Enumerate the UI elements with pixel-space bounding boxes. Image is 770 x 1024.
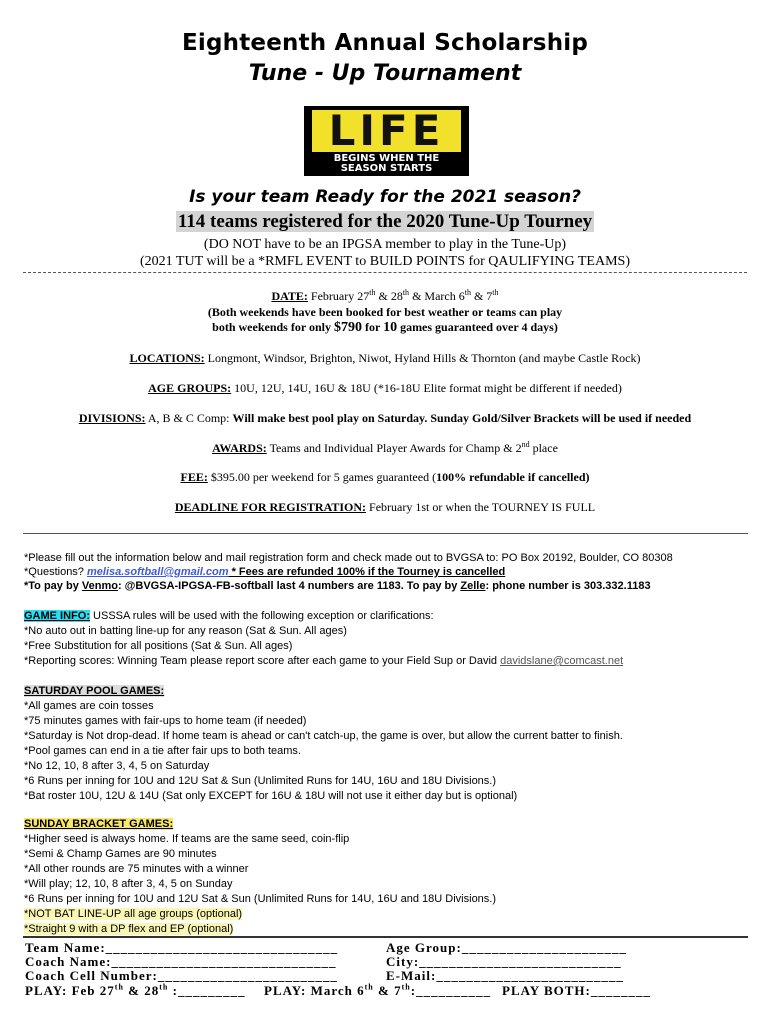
sunday-item: *Higher seed is always home. If teams are the same seed, coin-flip (24, 833, 350, 845)
payment-line: *To pay by Venmo: @BVGSA-IPGSA-FB-softball last 4 numbers are 1183. To pay by Zelle: phone number is 303.332.1183 (24, 580, 651, 592)
divisions-line: DIVISIONS: A, B & C Comp: Will make best pool play on Saturday. Sunday Gold/Silver Brackets will be used if needed (78, 411, 692, 425)
date-line: DATE: February 27th & 28th & March 6th & 7th (271, 288, 499, 303)
age-groups-line: AGE GROUPS: 10U, 12U, 14U, 16U & 18U (*16-18U Elite format might be different if needed) (148, 381, 622, 395)
play-both-field[interactable]: PLAY BOTH:________ (502, 983, 651, 998)
dashed-divider (23, 272, 747, 273)
rmfl-note: (2021 TUT will be a *RMFL EVENT to BUILD POINTS for QAULIFYING TEAMS) (140, 254, 630, 269)
page-subtitle: Tune - Up Tournament (248, 61, 522, 86)
saturday-item: *6 Runs per inning for 10U and 12U Sat & Sun (Unlimited Runs for 14U, 16U and 18U Divisions.) (24, 775, 497, 787)
sunday-item: *NOT BAT LINE-UP all age groups (optional) (24, 908, 243, 920)
team-name-field[interactable]: Team Name:_______________________________ (25, 940, 339, 955)
saturday-item: *No 12, 10, 8 after 3, 4, 5 on Saturday (24, 760, 210, 772)
teams-registered: 114 teams registered for the 2020 Tune-Up Tourney (177, 211, 593, 232)
logo-tagline-1: BEGINS WHEN THE (333, 153, 440, 164)
saturday-heading: SATURDAY POOL GAMES: (24, 685, 165, 697)
saturday-item: *75 minutes games with fair-ups to home team (if needed) (24, 715, 307, 727)
section-divider (23, 533, 748, 534)
play-feb-field[interactable]: PLAY: Feb 27th & 28th :_________ (25, 982, 246, 998)
sunday-item: *All other rounds are 75 minutes with a winner (24, 863, 249, 875)
mailing-instructions: *Please fill out the information below and mail registration form and check made out to BVGSA to: PO Box 20192, Boulder, CO 80308 (24, 552, 673, 564)
logo-life-text: LIFE (312, 110, 461, 152)
email-field[interactable]: E-Mail:_________________________ (386, 968, 624, 983)
sunday-item: *6 Runs per inning for 10U and 12U Sat & Sun (Unlimited Runs for 14U, 16U and 18U Divisions.) (24, 893, 497, 905)
game-info-item: *No auto out in batting line-up for any reason (Sat & Sun. All ages) (24, 625, 347, 637)
coach-name-field[interactable]: Coach Name:______________________________ (25, 954, 337, 969)
saturday-item: *Saturday is Not drop-dead. If home team is ahead or can't catch-up, the game is over, but allow the current batter to finish. (24, 730, 623, 742)
game-info-intro: GAME INFO: USSSA rules will be used with the following exception or clarifications: (24, 610, 434, 622)
booked-note-1: (Both weekends have been booked for best weather or teams can play (207, 305, 563, 319)
city-field[interactable]: City:___________________________ (386, 954, 622, 969)
play-march-field[interactable]: PLAY: March 6th & 7th:__________ (264, 982, 492, 998)
deadline-line: DEADLINE FOR REGISTRATION: February 1st or when the TOURNEY IS FULL (174, 500, 596, 514)
season-question: Is your team Ready for the 2021 season? (189, 187, 581, 207)
booked-note-2: both weekends for only $790 for 10 games guaranteed over 4 days) (212, 320, 558, 335)
coach-cell-field[interactable]: Coach Cell Number:________________________ (25, 968, 338, 983)
contact-email-link[interactable]: melisa.softball@gmail.com (86, 566, 229, 578)
form-divider (23, 936, 748, 938)
sunday-heading: SUNDAY BRACKET GAMES: (24, 818, 174, 830)
sunday-item: *Straight 9 with a DP flex and EP (optional) (24, 923, 234, 935)
saturday-item: *All games are coin tosses (24, 700, 154, 712)
page-title: Eighteenth Annual Scholarship (181, 30, 589, 56)
sunday-item: *Semi & Champ Games are 90 minutes (24, 848, 217, 860)
saturday-item: *Pool games can end in a tie after fair ups to both teams. (24, 745, 301, 757)
game-info-label: GAME INFO: (24, 610, 90, 622)
life-logo (304, 106, 469, 176)
awards-line: AWARDS: Teams and Individual Player Awards for Champ & 2nd place (212, 440, 558, 455)
membership-note: (DO NOT have to be an IPGSA member to play in the Tune-Up) (203, 237, 567, 252)
sunday-item: *Will play; 12, 10, 8 after 3, 4, 5 on Sunday (24, 878, 233, 890)
reporting-line: *Reporting scores: Winning Team please report score after each game to your Field Sup or David davidslane@comcast.net (24, 655, 624, 667)
logo-tagline-2: SEASON STARTS (340, 163, 433, 174)
report-email-link[interactable]: davidslane@comcast.net (500, 655, 624, 667)
fee-line: FEE: $395.00 per weekend for 5 games guaranteed (100% refundable if cancelled) (180, 470, 590, 484)
questions-line: *Questions? melisa.softball@gmail.com * Fees are refunded 100% if the Tourney is cancelled (24, 566, 506, 578)
locations-line: LOCATIONS: Longmont, Windsor, Brighton, Niwot, Hyland Hills & Thornton (and maybe Castle Rock) (129, 351, 641, 365)
game-info-item: *Free Substitution for all positions (Sat & Sun. All ages) (24, 640, 293, 652)
age-group-field[interactable]: Age Group:______________________ (386, 940, 627, 955)
saturday-item: *Bat roster 10U, 12U & 14U (Sat only EXCEPT for 16U & 18U will not use it either day but is optional) (24, 790, 518, 802)
